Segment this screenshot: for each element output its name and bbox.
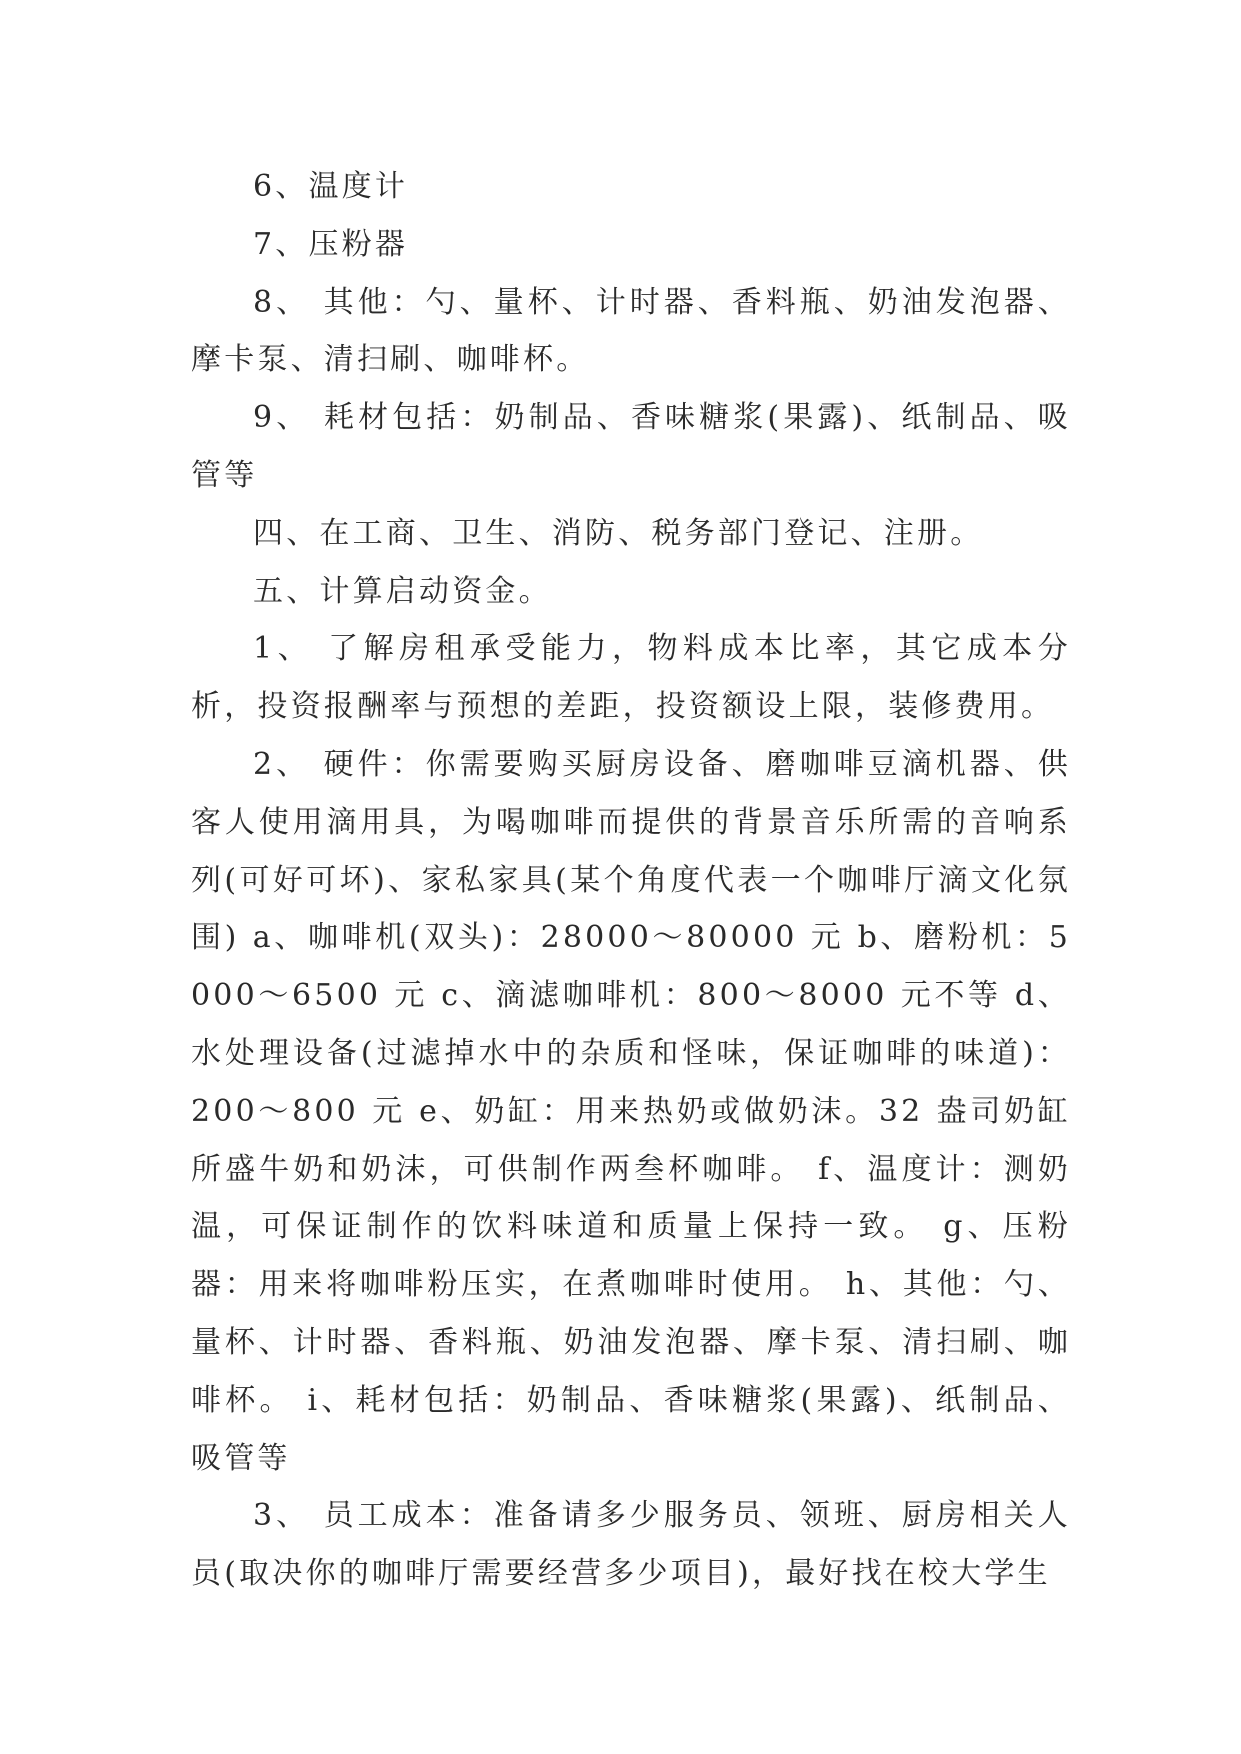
paragraph-item-6-thermometer: 6、温度计 <box>253 169 409 204</box>
section-heading-registration: 四、在工商、卫生、消防、税务部门登记、注册。 <box>253 515 984 551</box>
paragraph-item-7-tamper: 7、压粉器 <box>253 226 409 262</box>
document-body <box>191 158 1071 1603</box>
paragraph-item-9-consumables: 9、 耗材包括：奶制品、香味糖浆(果露)、纸制品、吸管等 <box>191 400 1071 493</box>
paragraph-rent-analysis: 1、 了解房租承受能力，物料成本比率，其它成本分析，投资报酬率与预想的差距，投资额设上限，装修费用。 <box>191 631 1071 725</box>
paragraph-item-8-others: 8、 其他：勺、量杯、计时器、香料瓶、奶油发泡器、摩卡泵、清扫刷、咖啡杯。 <box>191 284 1071 378</box>
section-heading-startup-capital: 五、计算启动资金。 <box>253 573 552 609</box>
paragraph-staff-cost: 3、 员工成本：准备请多少服务员、领班、厨房相关人员(取决你的咖啡厅需要经营多少项目)，最好找在校大学生 <box>191 1498 1071 1592</box>
paragraph-hardware: 2、 硬件：你需要购买厨房设备、磨咖啡豆滴机器、供客人使用滴用具，为喝咖啡而提供的背景音乐所需的音响系列(可好可坏)、家私家具(某个角度代表一个咖啡厅滴文化氛围) a、咖啡机(双头)：28000～80000 元 b、磨粉机：5000～6500 元 c、滴滤咖啡机：800～8000 元不等 d、水处理设备(过滤掉水中的杂质和怪味，保证咖啡的味道)：200～800 元 e、奶缸：用来热奶或做奶沫。32 盎司奶缸所盛牛奶和奶沫，可供制作两叁杯咖啡。 f、温度计：测奶温，可保证制作的饮料味道和质量上保持一致。 g、压粉器：用来将咖啡粉压实，在煮咖啡时使用。 h、其他：勺、量杯、计时器、香料瓶、奶油发泡器、摩卡泵、清扫刷、咖啡杯。 i、耗材包括：奶制品、香味糖浆(果露)、纸制品、吸管等 <box>191 746 1071 1476</box>
